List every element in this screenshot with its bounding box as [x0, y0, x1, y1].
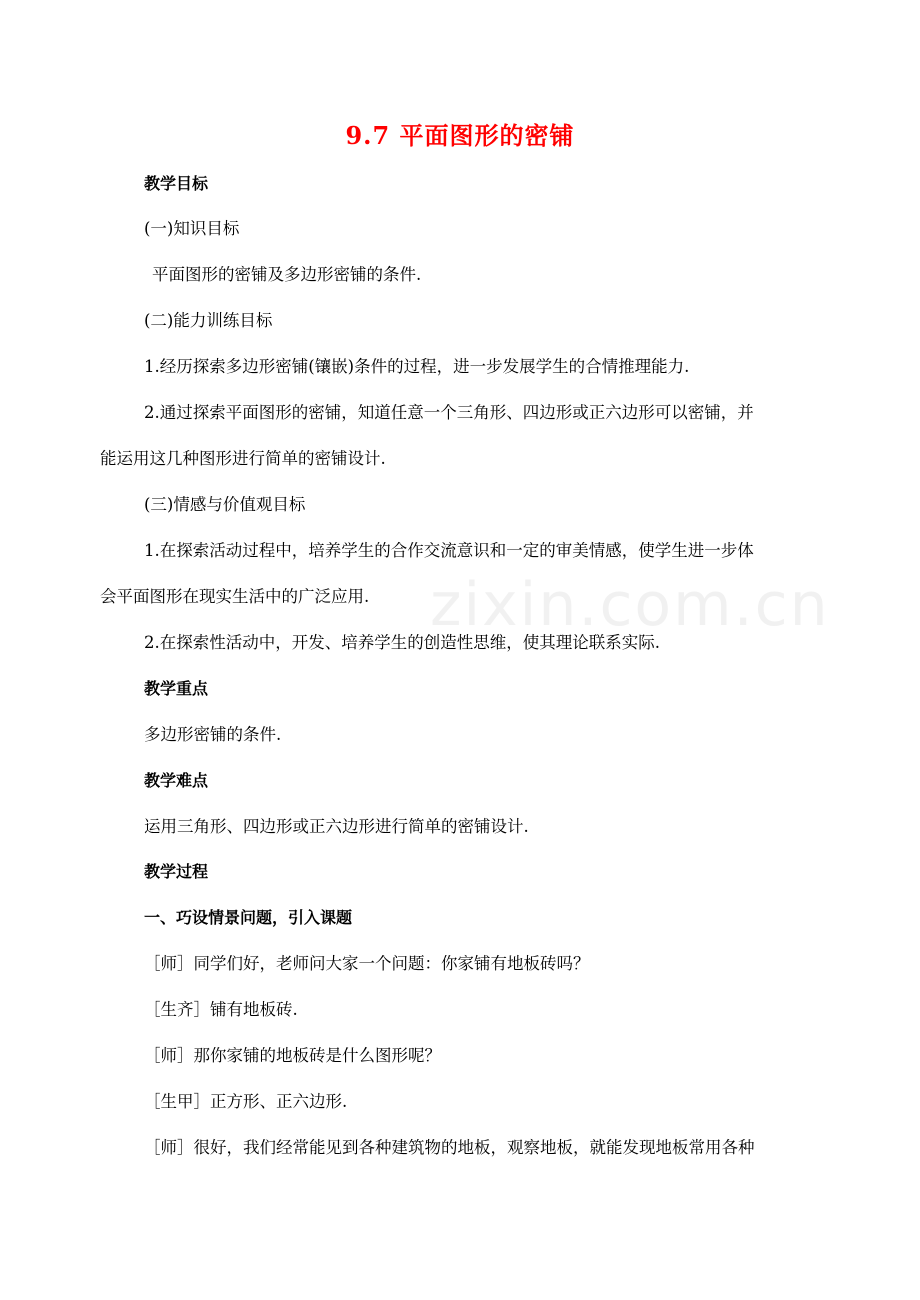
- section-heading: 一、巧设情景问题，引入课题: [144, 908, 353, 927]
- paragraph-line: 平面图形的密铺及多边形密铺的条件.: [152, 265, 422, 284]
- paragraph-line: 1.经历探索多边形密铺(镶嵌)条件的过程，进一步发展学生的合情推理能力.: [144, 357, 690, 376]
- paragraph-line: 能运用这几种图形进行简单的密铺设计.: [100, 449, 386, 468]
- heading-teaching-goals: 教学目标: [144, 174, 209, 193]
- subheading-ability-goals: (二)能力训练目标: [144, 311, 273, 330]
- subheading-knowledge-goals: (一)知识目标: [144, 219, 240, 238]
- paragraph-line: 运用三角形、四边形或正六边形进行简单的密铺设计.: [144, 817, 529, 836]
- heading-teaching-process: 教学过程: [144, 862, 209, 881]
- paragraph-line: 1.在探索活动过程中，培养学生的合作交流意识和一定的审美情感，使学生进一步体: [144, 541, 754, 560]
- paragraph-line: 多边形密铺的条件.: [144, 725, 282, 744]
- dialogue-line: ［师］那你家铺的地板砖是什么图形呢？: [144, 1046, 441, 1065]
- heading-key-points: 教学重点: [144, 679, 209, 698]
- dialogue-line: ［师］很好，我们经常能见到各种建筑物的地板，观察地板，就能发现地板常用各种: [144, 1138, 755, 1157]
- dialogue-line: ［生甲］正方形、正六边形.: [144, 1092, 348, 1111]
- dialogue-line: ［生齐］铺有地板砖.: [144, 1000, 298, 1019]
- paragraph-line: 2.在探索性活动中，开发、培养学生的创造性思维，使其理论联系实际.: [144, 633, 660, 652]
- subheading-emotion-goals: (三)情感与价值观目标: [144, 495, 306, 514]
- dialogue-line: ［师］同学们好，老师问大家一个问题：你家铺有地板砖吗？: [144, 954, 590, 973]
- paragraph-line: 2.通过探索平面图形的密铺，知道任意一个三角形、四边形或正六边形可以密铺，并: [144, 403, 754, 422]
- watermark: zixin.com.cn: [430, 570, 830, 640]
- heading-difficulties: 教学难点: [144, 771, 209, 790]
- page-title: 9.7 平面图形的密铺: [345, 121, 575, 150]
- paragraph-line: 会平面图形在现实生活中的广泛应用.: [100, 587, 370, 606]
